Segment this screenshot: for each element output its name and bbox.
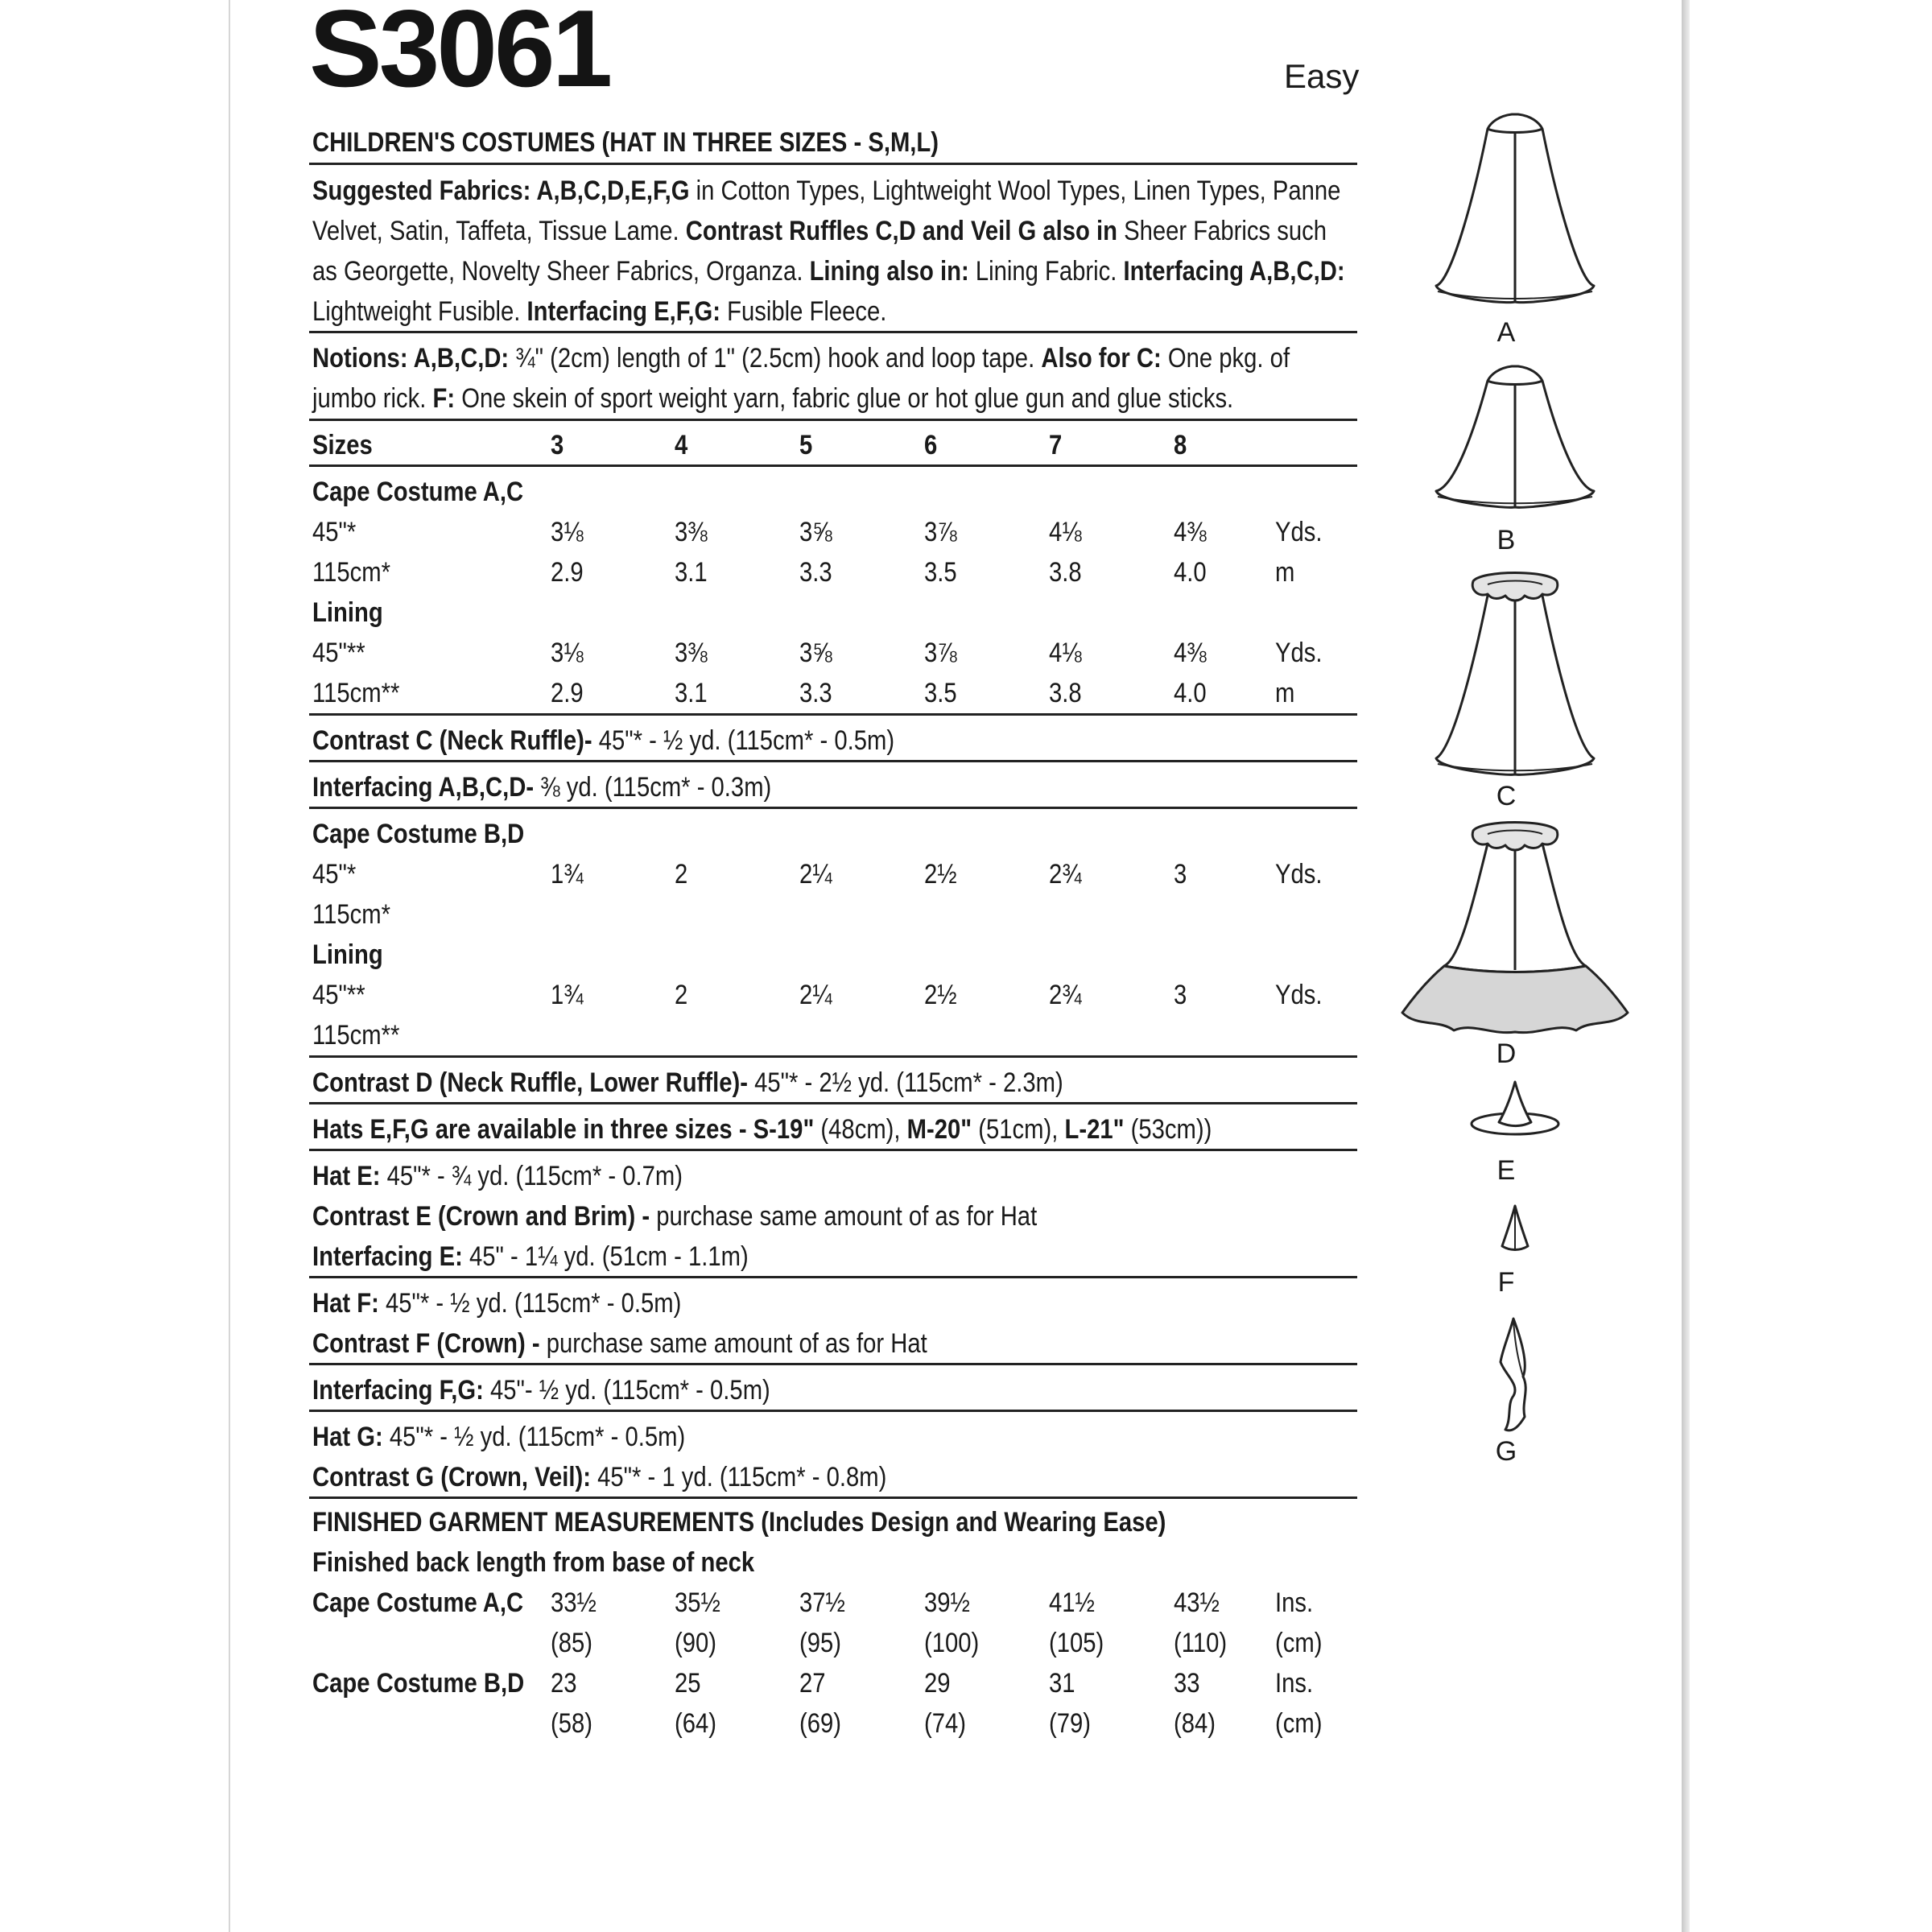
- yardage-cell: 3: [1174, 980, 1187, 1010]
- size-cell: 3: [551, 430, 564, 460]
- contrast-ruffles-label: Contrast Ruffles C,D and Veil G also in: [685, 216, 1117, 246]
- measurement-cell: 23: [551, 1668, 577, 1699]
- width-label: 45"**: [312, 980, 365, 1010]
- yardage-cell: 3.3: [799, 678, 832, 708]
- width-label: 115cm**: [312, 1020, 400, 1051]
- divider: [309, 1149, 1357, 1151]
- yardage-cell: 4⅛: [1049, 517, 1082, 547]
- view-label-e: E: [1496, 1155, 1516, 1186]
- sizes-label: Sizes: [312, 430, 373, 460]
- fabrics-text: in Cotton Types, Lightweight Wool Types, Linen Types, Panne Velvet, Satin, Taffeta, Tissue Lame.: [312, 175, 1341, 246]
- unit-cell: Yds.: [1275, 638, 1323, 668]
- width-label: 115cm*: [312, 899, 390, 930]
- measurement-row: [309, 1703, 1364, 1744]
- view-label-d: D: [1496, 1038, 1517, 1069]
- yardage-row: [309, 633, 1364, 673]
- interfacing-abcd-text: Lightweight Fusible.: [312, 296, 527, 327]
- divider: [309, 1363, 1357, 1365]
- also-for-c-label: Also for C:: [1041, 343, 1162, 374]
- yardage-cell: 2½: [924, 859, 957, 890]
- measurement-cell: (79): [1049, 1708, 1092, 1739]
- divider: [309, 1102, 1357, 1104]
- width-label: 115cm**: [312, 678, 400, 708]
- yardage-cell: 2½: [924, 980, 957, 1010]
- contrast-f-line: [312, 1323, 1212, 1364]
- interfacing-abcd-text: ⅜ yd. (115cm* - 0.3m): [534, 772, 772, 803]
- hat-g-label: Hat G:: [312, 1422, 383, 1452]
- yardage-row: [309, 673, 1364, 713]
- yardage-cell: 3.1: [675, 557, 708, 588]
- measurement-row: [309, 1623, 1364, 1663]
- divider: [309, 1055, 1357, 1058]
- yardage-cell: 2¾: [1049, 980, 1082, 1010]
- yardage-cell: 3.5: [924, 557, 957, 588]
- garment-label: Cape Costume B,D: [312, 1668, 525, 1699]
- divider: [309, 331, 1357, 333]
- yardage-row: [309, 854, 1364, 894]
- yardage-cell: 3.8: [1049, 557, 1082, 588]
- cape-d-illustration: [1402, 823, 1628, 1033]
- yardage-cell: 2¼: [799, 859, 832, 890]
- size-cell: 5: [799, 430, 813, 460]
- measurement-cell: 27: [799, 1668, 826, 1699]
- view-label-f: F: [1497, 1267, 1515, 1298]
- measurement-cell: (85): [551, 1628, 593, 1658]
- yardage-row: [309, 1015, 1364, 1055]
- measurement-cell: 31: [1049, 1668, 1075, 1699]
- notions-f-label: F:: [432, 383, 456, 414]
- lining-label: Lining also in:: [809, 256, 969, 287]
- unit-cell: m: [1275, 678, 1295, 708]
- interfacing-abcd-label: Interfacing A,B,C,D-: [312, 772, 535, 803]
- yardage-cell: 3⅞: [924, 517, 957, 547]
- view-label-a: A: [1496, 317, 1516, 348]
- yardage-row: [309, 552, 1364, 592]
- measurement-cell: 29: [924, 1668, 951, 1699]
- contrast-g-text: 45"* - 1 yd. (115cm* - 0.8m): [591, 1462, 887, 1492]
- interfacing-fg-line: [312, 1370, 1212, 1410]
- contrast-f-text: purchase same amount of as for Hat: [539, 1328, 927, 1359]
- hat-f-text: 45"* - ½ yd. (115cm* - 0.5m): [378, 1288, 682, 1319]
- measurement-cell: 41½: [1049, 1587, 1095, 1618]
- yardage-cell: 2¼: [799, 980, 832, 1010]
- width-label: 45"*: [312, 859, 357, 890]
- hat-size-s-cm: (48cm),: [814, 1114, 907, 1145]
- yardage-cell: 3: [1174, 859, 1187, 890]
- yardage-cell: 2.9: [551, 678, 584, 708]
- measurement-row: [309, 1583, 1364, 1623]
- yardage-cell: 2.9: [551, 557, 584, 588]
- interfacing-efg-label: Interfacing E,F,G:: [526, 296, 721, 327]
- hat-f-line: [312, 1283, 1212, 1323]
- measurement-cell: (74): [924, 1708, 967, 1739]
- divider: [309, 713, 1357, 716]
- unit-cell: Yds.: [1275, 859, 1323, 890]
- measurement-cell: 35½: [675, 1587, 720, 1618]
- measurement-cell: 25: [675, 1668, 701, 1699]
- size-cell: 8: [1174, 430, 1187, 460]
- measurement-cell: (110): [1174, 1628, 1228, 1658]
- unit-cell: (cm): [1275, 1708, 1323, 1739]
- yardage-row: [309, 975, 1364, 1015]
- sizes-row: [309, 425, 1364, 465]
- hat-g-text: 45"* - ½ yd. (115cm* - 0.5m): [382, 1422, 686, 1452]
- yardage-cell: 3.3: [799, 557, 832, 588]
- yardage-cell: 3⅜: [675, 638, 708, 668]
- lining-heading: Lining: [312, 597, 383, 628]
- yardage-cell: 2: [675, 980, 688, 1010]
- unit-cell: Yds.: [1275, 517, 1323, 547]
- contrast-e-label: Contrast E (Crown and Brim) -: [312, 1201, 650, 1232]
- cape-b-illustration: [1436, 366, 1594, 507]
- interfacing-e-text: 45" - 1¼ yd. (51cm - 1.1m): [462, 1241, 749, 1272]
- yardage-cell: 3⅞: [924, 638, 957, 668]
- hat-g-illustration: [1501, 1319, 1525, 1430]
- yardage-cell: 4⅜: [1174, 517, 1207, 547]
- measurement-cell: 33: [1174, 1668, 1200, 1699]
- lining-heading: Lining: [312, 939, 383, 970]
- yardage-cell: 3⅜: [675, 517, 708, 547]
- interfacing-e-line: [312, 1236, 1212, 1277]
- notions-text: ¾" (2cm) length of 1" (2.5cm) hook and loop tape.: [509, 343, 1042, 374]
- divider: [309, 1496, 1357, 1499]
- view-label-b: B: [1496, 525, 1516, 555]
- unit-cell: m: [1275, 557, 1295, 588]
- suggested-fabrics: [312, 171, 1358, 332]
- notions-f-text: One skein of sport weight yarn, fabric glue or hot glue gun and glue sticks.: [455, 383, 1234, 414]
- divider: [309, 1276, 1357, 1278]
- lining-text: Lining Fabric.: [968, 256, 1124, 287]
- section-heading: Cape Costume A,C: [312, 477, 524, 507]
- contrast-d-text: 45"* - 2½ yd. (115cm* - 2.3m): [747, 1067, 1063, 1098]
- contrast-d-label: Contrast D (Neck Ruffle, Lower Ruffle)-: [312, 1067, 748, 1098]
- size-cell: 4: [675, 430, 688, 460]
- width-label: 45"**: [312, 638, 365, 668]
- page-edge-shadow: [1682, 0, 1690, 1932]
- yardage-cell: 3.5: [924, 678, 957, 708]
- hat-g-line: [312, 1417, 1212, 1457]
- divider: [309, 760, 1357, 762]
- yardage-cell: 1¾: [551, 859, 584, 890]
- measurement-cell: (84): [1174, 1708, 1216, 1739]
- pattern-number: S3061: [309, 0, 610, 109]
- hat-e-label: Hat E:: [312, 1161, 381, 1191]
- divider: [309, 464, 1357, 467]
- unit-cell: (cm): [1275, 1628, 1323, 1658]
- measurement-cell: (64): [675, 1708, 717, 1739]
- hat-sizes-label: Hats E,F,G are available in three sizes - S-19": [312, 1114, 815, 1145]
- yardage-cell: 4⅜: [1174, 638, 1207, 668]
- section-heading: Cape Costume B,D: [312, 819, 525, 849]
- interfacing-fg-text: 45"- ½ yd. (115cm* - 0.5m): [483, 1375, 770, 1406]
- yardage-row: [309, 512, 1364, 552]
- finished-measurements-heading: FINISHED GARMENT MEASUREMENTS (Includes Design and Wearing Ease): [312, 1507, 1166, 1538]
- divider: [309, 807, 1357, 809]
- yardage-cell: 3⅛: [551, 638, 584, 668]
- hat-f-illustration: [1502, 1206, 1528, 1250]
- cape-a-illustration: [1436, 114, 1594, 303]
- size-cell: 7: [1049, 430, 1063, 460]
- measurement-cell: (90): [675, 1628, 717, 1658]
- hat-e-text: 45"* - ¾ yd. (115cm* - 0.7m): [380, 1161, 683, 1191]
- contrast-d-line: [312, 1063, 1212, 1103]
- measurement-cell: 39½: [924, 1587, 970, 1618]
- garment-label: Cape Costume A,C: [312, 1587, 524, 1618]
- contrast-c-label: Contrast C (Neck Ruffle)-: [312, 725, 592, 756]
- yardage-cell: 3⅛: [551, 517, 584, 547]
- interfacing-fg-label: Interfacing F,G:: [312, 1375, 484, 1406]
- measurement-cell: (58): [551, 1708, 593, 1739]
- unit-cell: Yds.: [1275, 980, 1323, 1010]
- view-label-g: G: [1495, 1436, 1517, 1467]
- interfacing-efg-text: Fusible Fleece.: [720, 296, 887, 327]
- hat-size-l-label: L-21": [1064, 1114, 1125, 1145]
- yardage-cell: 4.0: [1174, 557, 1207, 588]
- measurement-cell: (105): [1049, 1628, 1104, 1658]
- contrast-e-line: [312, 1196, 1212, 1236]
- hat-sizes-note: [312, 1109, 1212, 1150]
- yardage-cell: 4.0: [1174, 678, 1207, 708]
- measurement-cell: (95): [799, 1628, 842, 1658]
- size-cell: 6: [924, 430, 938, 460]
- contrast-f-label: Contrast F (Crown) -: [312, 1328, 540, 1359]
- hat-size-l-cm: (53cm)): [1124, 1114, 1212, 1145]
- unit-cell: Ins.: [1275, 1668, 1314, 1699]
- hat-f-label: Hat F:: [312, 1288, 379, 1319]
- notions: [312, 338, 1358, 419]
- yardage-cell: 3⅝: [799, 517, 832, 547]
- divider: [309, 1410, 1357, 1412]
- yardage-cell: 2: [675, 859, 688, 890]
- yardage-cell: 1¾: [551, 980, 584, 1010]
- fabrics-label: Suggested Fabrics: A,B,C,D,E,F,G: [312, 175, 690, 206]
- yardage-row: [309, 894, 1364, 935]
- contrast-g-label: Contrast G (Crown, Veil):: [312, 1462, 592, 1492]
- hat-e-illustration: [1472, 1082, 1558, 1134]
- contrast-c-text: 45"* - ½ yd. (115cm* - 0.5m): [592, 725, 895, 756]
- measurement-cell: (100): [924, 1628, 980, 1658]
- yardage-cell: 3.1: [675, 678, 708, 708]
- measurement-cell: 43½: [1174, 1587, 1220, 1618]
- measurement-cell: 33½: [551, 1587, 597, 1618]
- measurement-cell: 37½: [799, 1587, 845, 1618]
- contrast-ruffles-text: Sheer Fabrics such as Georgette, Novelty Sheer Fabrics, Organza.: [312, 216, 1327, 287]
- interfacing-e-label: Interfacing E:: [312, 1241, 463, 1272]
- unit-cell: Ins.: [1275, 1587, 1314, 1618]
- measurement-cell: (69): [799, 1708, 842, 1739]
- measurement-row: [309, 1663, 1364, 1703]
- difficulty-level: Easy: [1284, 57, 1360, 95]
- interfacing-abcd-label: Interfacing A,B,C,D:: [1123, 256, 1345, 287]
- hat-size-m-cm: (51cm),: [972, 1114, 1065, 1145]
- yardage-cell: 4⅛: [1049, 638, 1082, 668]
- pattern-title: CHILDREN'S COSTUMES (HAT IN THREE SIZES - S,M,L): [312, 127, 939, 158]
- contrast-c-line: [312, 720, 1212, 761]
- yardage-cell: 3.8: [1049, 678, 1082, 708]
- also-for-c-text: One pkg. of jumbo rick.: [312, 343, 1290, 414]
- width-label: 115cm*: [312, 557, 390, 588]
- hat-e-line: [312, 1156, 1212, 1196]
- divider: [309, 419, 1357, 421]
- contrast-g-line: [312, 1457, 1212, 1497]
- hat-size-m-label: M-20": [906, 1114, 972, 1145]
- finished-measurements-subheading: Finished back length from base of neck: [312, 1547, 755, 1578]
- yardage-cell: 2¾: [1049, 859, 1082, 890]
- divider: [309, 163, 1357, 165]
- contrast-e-text: purchase same amount of as for Hat: [650, 1201, 1038, 1232]
- yardage-cell: 3⅝: [799, 638, 832, 668]
- width-label: 45"*: [312, 517, 357, 547]
- view-label-c: C: [1496, 781, 1517, 811]
- interfacing-abcd-line: [312, 767, 1212, 807]
- notions-label: Notions: A,B,C,D:: [312, 343, 510, 374]
- cape-c-illustration: [1436, 573, 1594, 775]
